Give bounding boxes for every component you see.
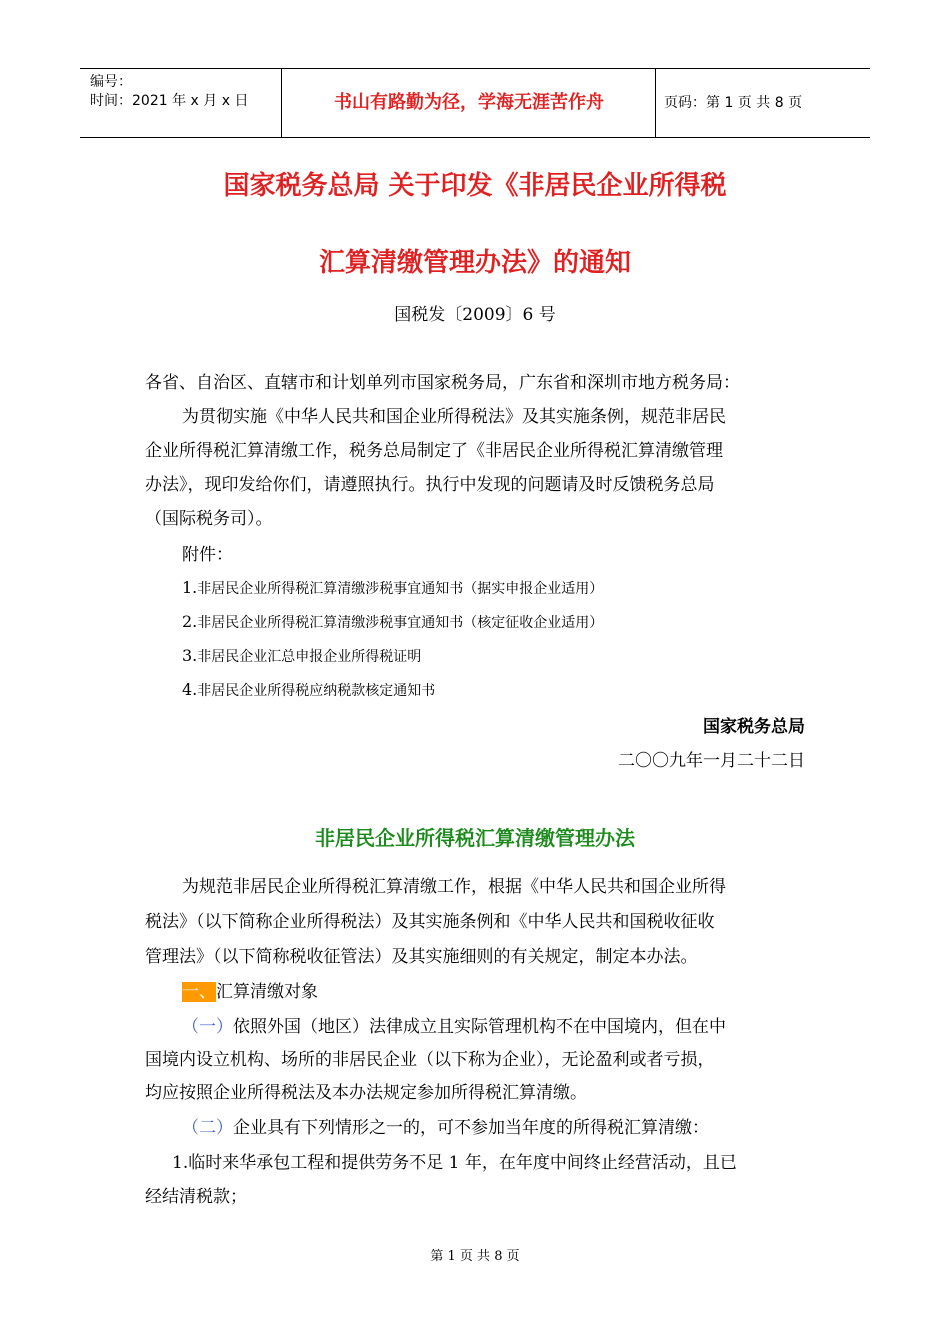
attachment-item: 1.非居民企业所得税汇算清缴涉税事宜通知书（据实申报企业适用）	[182, 578, 604, 597]
intro-line: 管理法》（以下简称税收征管法）及其实施细则的有关规定，制定本办法。	[145, 947, 698, 967]
item-line: （一）依照外国（地区）法律成立且实际管理机构不在中国境内，但在中	[182, 1017, 726, 1037]
document-title-line1: 国家税务总局 关于印发《非居民企业所得税	[223, 171, 727, 201]
item-marker: （一）	[182, 1017, 233, 1037]
header-left	[90, 73, 248, 111]
sub-item-line: 经结清税款；	[145, 1187, 247, 1207]
signer: 国家税务总局	[703, 717, 805, 737]
document-title-line2: 汇算清缴管理办法》的通知	[318, 248, 631, 278]
item-marker: （二）	[182, 1118, 233, 1138]
page-header	[80, 68, 870, 138]
body-line: 办法》，现印发给你们，请遵照执行。执行中发现的问题请及时反馈税务总局	[145, 475, 715, 495]
intro-line: 为规范非居民企业所得税汇算清缴工作，根据《中华人民共和国企业所得	[182, 877, 726, 897]
item-line: 国境内设立机构、场所的非居民企业（以下称为企业），无论盈利或者亏损，	[145, 1050, 715, 1070]
attachment-item: 4.非居民企业所得税应纳税款核定通知书	[182, 680, 436, 699]
measures-title: 非居民企业所得税汇算清缴管理办法	[315, 826, 635, 850]
attachment-item: 2.非居民企业所得税汇算清缴涉税事宜通知书（核定征收企业适用）	[182, 612, 604, 631]
section-marker: 一、	[182, 982, 216, 1002]
time-label: 时间：2021 年 x 月 x 日	[90, 93, 249, 109]
attachments-label: 附件：	[182, 545, 233, 565]
intro-line: 税法》（以下简称企业所得税法）及其实施条例和《中华人民共和国税收征收	[145, 912, 715, 932]
number-label: 编号：	[90, 74, 132, 90]
header-divider	[655, 69, 656, 137]
attachment-item: 3.非居民企业汇总申报企业所得税证明	[182, 646, 422, 665]
signing-date: 二〇〇九年一月二十二日	[618, 751, 805, 771]
item-line: 均应按照企业所得税法及本办法规定参加所得税汇算清缴。	[145, 1083, 587, 1103]
document-number: 国税发〔2009〕6 号	[394, 305, 556, 325]
section-heading: 一、汇算清缴对象	[182, 982, 318, 1002]
item-line: （二）企业具有下列情形之一的，可不参加当年度的所得税汇算清缴：	[182, 1118, 709, 1138]
body-line: （国际税务司）。	[145, 509, 273, 529]
body-line: 为贯彻实施《中华人民共和国企业所得税法》及其实施条例，规范非居民	[182, 407, 726, 427]
header-page-info: 页码：第 1 页 共 8 页	[664, 95, 803, 111]
header-motto: 书山有路勤为径，学海无涯苦作舟	[334, 92, 604, 113]
sub-item-line: 1.临时来华承包工程和提供劳务不足 1 年，在年度中间终止经营活动，且已	[172, 1153, 737, 1173]
addressee: 各省、自治区、直辖市和计划单列市国家税务局，广东省和深圳市地方税务局：	[145, 373, 740, 393]
body-line: 企业所得税汇算清缴工作，税务总局制定了《非居民企业所得税汇算清缴管理	[145, 441, 723, 461]
page-footer: 第 1 页 共 8 页	[430, 1249, 520, 1264]
